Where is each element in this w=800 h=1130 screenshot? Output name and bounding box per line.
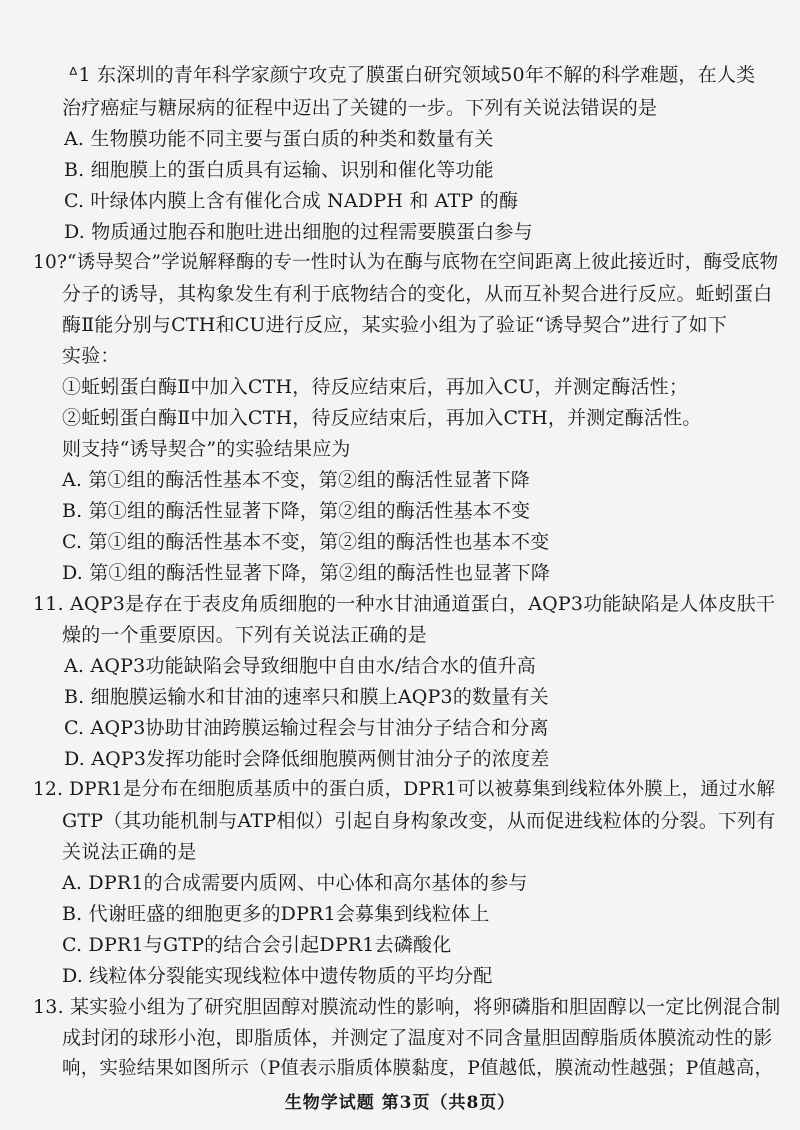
page-footer: 生物学试题 第3页（共8页）: [284, 1093, 516, 1113]
q11-stem-line1: 11. AQP3是存在于表皮角质细胞的一种水甘油通道蛋白，AQP3功能缺陷是人体皮肤干: [33, 593, 776, 615]
q9-option-a: A. 生物膜功能不同主要与蛋白质的种类和数量有关: [64, 128, 494, 150]
q12-stem-line3: 关说法正确的是: [62, 841, 197, 863]
q13-stem-line3: 响，实验结果如图所示（P值表示脂质体膜黏度，P值越低，膜流动性越强；P值越高，: [62, 1058, 774, 1079]
q10-stem-line4: 实验：: [62, 345, 120, 367]
q10-option-c: C. 第①组的酶活性基本不变，第②组的酶活性也基本不变: [62, 531, 550, 553]
q10-option-a: A. 第①组的酶活性基本不变，第②组的酶活性显著下降: [62, 469, 531, 491]
q13-stem-line1: 13. 某实验小组为了研究胆固醇对膜流动性的影响，将卵磷脂和胆固醇以一定比例混合制: [33, 996, 781, 1018]
q12-option-d: D. 线粒体分裂能实现线粒体中遗传物质的平均分配: [62, 965, 493, 987]
q11-option-c: C. AQP3协助甘油跨膜运输过程会与甘油分子结合和分离: [64, 717, 549, 739]
q10-experiment-1: ①蚯蚓蛋白酶Ⅱ中加入CTH，待反应结束后，再加入CU，并测定酶活性；: [62, 376, 689, 398]
q10-stem-line1: 10?“诱导契合”学说解释酶的专一性时认为在酶与底物在空间距离上彼此接近时，酶受底物: [33, 252, 779, 273]
q12-stem-line2: GTP（其功能机制与ATP相似）引起自身构象改变，从而促进线粒体的分裂。下列有: [62, 810, 776, 832]
q10-stem-line2: 分子的诱导，其构象发生有利于底物结合的变化，从而互补契合进行反应。蚯蚓蛋白: [62, 283, 773, 305]
q13-stem-line2: 成封闭的球形小泡，即脂质体，并测定了温度对不同含量胆固醇脂质体膜流动性的影: [62, 1027, 773, 1049]
q12-stem-line1: 12. DPR1是分布在细胞质基质中的蛋白质，DPR1可以被募集到线粒体外膜上，通过水解: [33, 779, 776, 800]
q10-experiment-2: ②蚯蚓蛋白酶Ⅱ中加入CTH，待反应结束后，再加入CTH，并测定酶活性。: [62, 407, 702, 429]
q10-question: 则支持“诱导契合”的实验结果应为: [62, 438, 351, 460]
q12-option-c: C. DPR1与GTP的结合会引起DPR1去磷酸化: [62, 934, 452, 956]
q12-option-a: A. DPR1的合成需要内质网、中心体和高尔基体的参与: [62, 872, 528, 894]
q10-option-d: D. 第①组的酶活性显著下降，第②组的酶活性也显著下降: [62, 562, 551, 584]
q9-option-c: C. 叶绿体内膜上含有催化合成 NADPH 和 ATP 的酶: [64, 190, 519, 212]
q11-option-d: D. AQP3发挥功能时会降低细胞膜两侧甘油分子的浓度差: [64, 748, 550, 770]
q10-option-b: B. 第①组的酶活性显著下降，第②组的酶活性基本不变: [62, 500, 531, 522]
q10-stem-line3: 酶Ⅱ能分别与CTH和CU进行反应，某实验小组为了验证“诱导契合”进行了如下: [62, 314, 728, 336]
q11-option-a: A. AQP3功能缺陷会导致细胞中自由水/结合水的值升高: [64, 655, 536, 677]
q9-stem-line1: ᐞ1 东深圳的青年科学家颜宁攻克了膜蛋白研究领域50年不解的科学难题，在人类: [68, 64, 756, 86]
q11-stem-line2: 燥的一个重要原因。下列有关说法正确的是: [62, 624, 427, 646]
q9-stem-line2: 治疗癌症与糖尿病的征程中迈出了关键的一步。下列有关说法错误的是: [62, 97, 658, 119]
q9-option-b: B. 细胞膜上的蛋白质具有运输、识别和催化等功能: [64, 159, 494, 181]
q9-option-d: D. 物质通过胞吞和胞吐进出细胞的过程需要膜蛋白参与: [64, 221, 533, 243]
q12-option-b: B. 代谢旺盛的细胞更多的DPR1会募集到线粒体上: [62, 903, 490, 925]
q11-option-b: B. 细胞膜运输水和甘油的速率只和膜上AQP3的数量有关: [64, 686, 549, 708]
